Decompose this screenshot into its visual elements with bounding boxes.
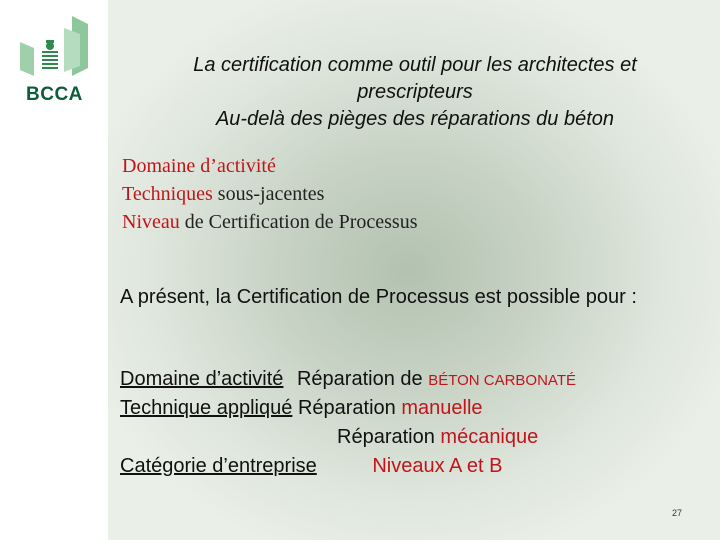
slide-title	[130, 52, 700, 133]
title-line-1: La certification comme outil pour les architectes et	[193, 54, 637, 76]
detail-row-2	[120, 397, 483, 420]
detail-row-1-text: Réparation de	[296, 368, 429, 390]
detail-row-1-label: Domaine d’activité	[120, 368, 284, 390]
bcca-logo	[20, 14, 92, 104]
detail-row-3-text: Réparation	[337, 426, 441, 448]
logo-emblem-icon	[20, 14, 92, 84]
topic-item-3-text: de Certification de Processus	[179, 211, 418, 233]
title-line-3: Au-delà des pièges des réparations du béton	[215, 108, 615, 130]
sidebar	[0, 0, 108, 540]
detail-row-1-highlight: BÉTON CARBONATÉ	[428, 372, 576, 389]
topic-item-3	[122, 208, 417, 236]
detail-row-2-highlight: manuelle	[401, 397, 483, 419]
intro-paragraph: A présent, la Certification de Processus est possible pour :	[120, 286, 637, 308]
topic-item-2	[122, 180, 417, 208]
detail-row-4-value: Niveaux A et B	[372, 455, 503, 477]
topic-item-1-red: Domaine d’activité	[122, 155, 276, 177]
detail-row-4	[120, 455, 502, 478]
topic-item-2-text: sous-jacentes	[212, 183, 325, 205]
detail-row-2-text: Réparation	[297, 397, 402, 419]
detail-row-4-label: Catégorie d’entreprise	[120, 455, 317, 477]
detail-row-2-label: Technique appliqué	[120, 397, 293, 419]
page-number: 27	[672, 508, 683, 518]
detail-row-1	[120, 368, 576, 391]
title-line-2: prescripteurs	[357, 81, 473, 103]
logo-text: BCCA	[26, 84, 83, 105]
detail-row-3	[337, 426, 538, 449]
topic-item-1	[122, 152, 417, 180]
topic-list	[122, 152, 417, 236]
topic-item-3-red: Niveau	[122, 211, 180, 233]
topic-item-2-red: Techniques	[122, 183, 213, 205]
detail-row-3-highlight: mécanique	[440, 426, 539, 448]
